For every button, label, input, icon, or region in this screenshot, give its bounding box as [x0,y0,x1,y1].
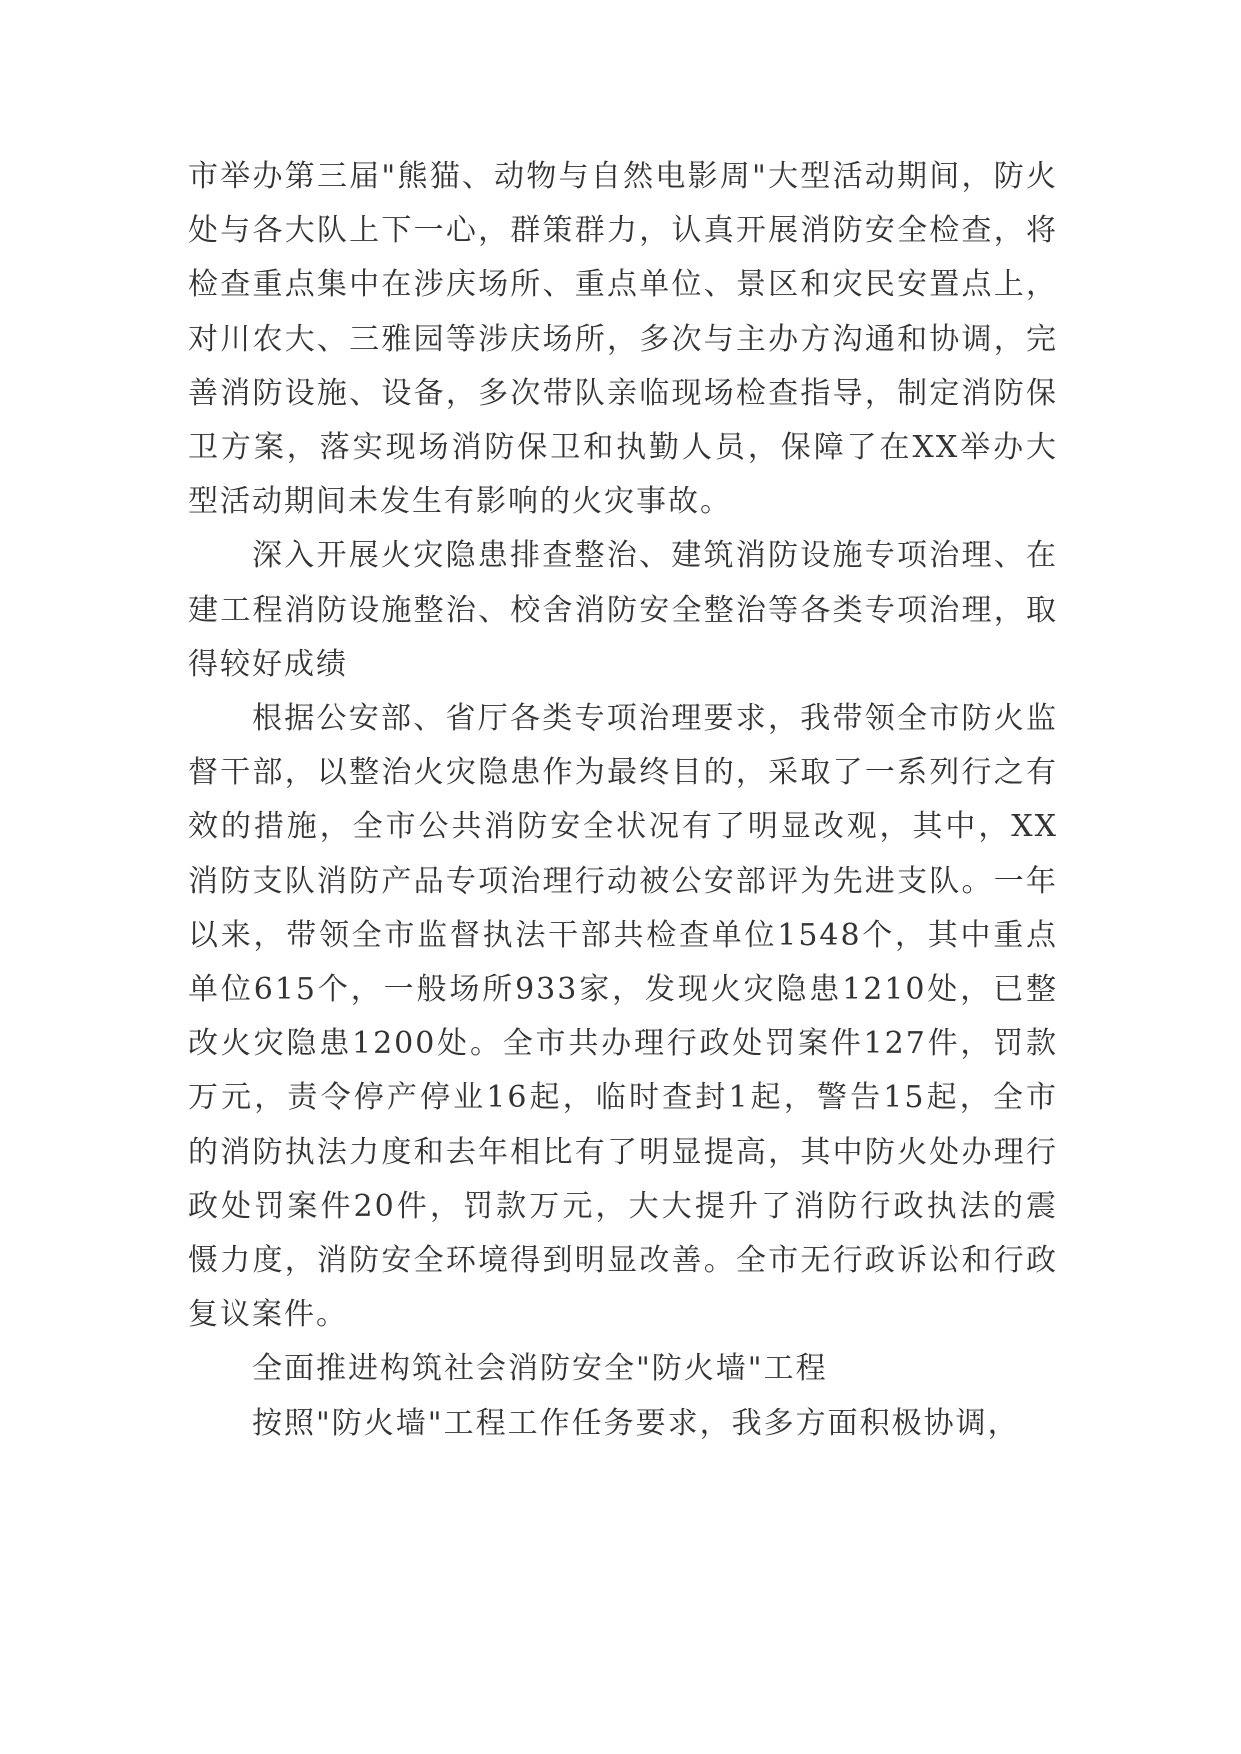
paragraph-firewall-project-heading: 全面推进构筑社会消防安全"防火墙"工程 [252,1351,828,1387]
paragraph-firewall-project-body: 按照"防火墙"工程工作任务要求，我多方面积极协调， [252,1405,1020,1441]
document-body [188,150,1058,1451]
paragraph-rectification-results: 根据公安部、省厅各类专项治理要求，我带领全市防火监督干部，以整治火灾隐患作为最终目的，采取了一系列行之有效的措施，全市公共消防安全状况有了明显改观，其中，XX消防支队消防产品专项治理行动被公安部评为先进支队。一年以来，带领全市监督执法干部共检查单位1548个，其中重点单位615个，一般场所933家，发现火灾隐患1210处，已整改火灾隐患1200处。全市共办理行政处罚案件127件，罚款万元，责令停产停业16起，临时查封1起，警告15起，全市的消防执法力度和去年相比有了明显提高，其中防火处办理行政处罚案件20件，罚款万元，大大提升了消防行政执法的震慑力度，消防安全环境得到明显改善。全市无行政诉讼和行政复议案件。 [188,701,1058,1333]
paragraph-special-rectification-heading: 深入开展火灾隐患排查整治、建筑消防设施专项治理、在建工程消防设施整治、校舍消防安全整治等各类专项治理，取得较好成绩 [188,538,1058,682]
paragraph-event-fire-safety: 市举办第三届"熊猫、动物与自然电影周"大型活动期间，防火处与各大队上下一心，群策群力，认真开展消防安全检查，将检查重点集中在涉庆场所、重点单位、景区和灾民安置点上，对川农大、三雅园等涉庆场所，多次与主办方沟通和协调，完善消防设施、设备，多次带队亲临现场检查指导，制定消防保卫方案，落实现场消防保卫和执勤人员，保障了在XX举办大型活动期间未发生有影响的火灾事故。 [188,159,1058,520]
